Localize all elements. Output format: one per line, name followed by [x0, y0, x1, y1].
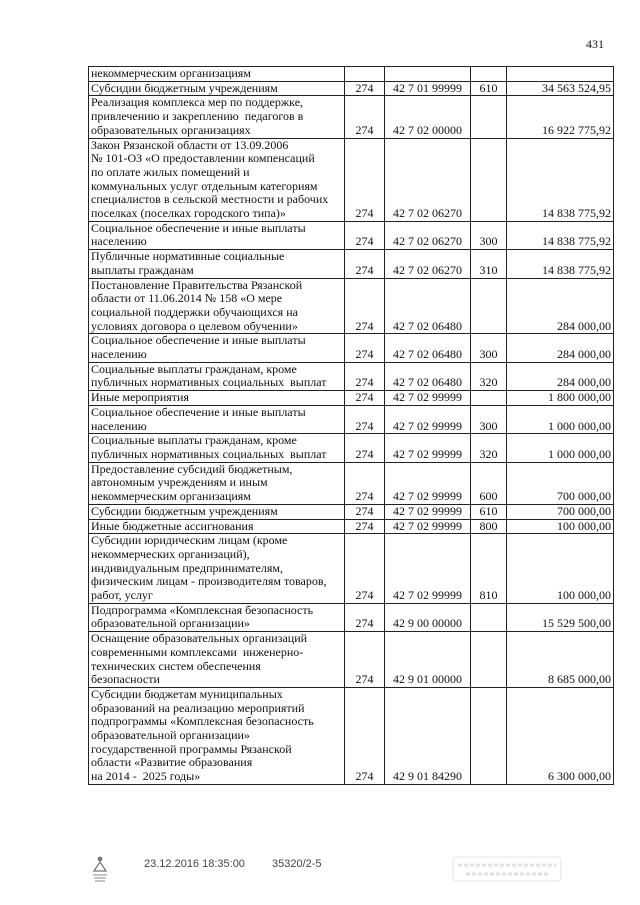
amount-cell: 34 563 524,95: [507, 81, 614, 96]
target-article-cell: 42 7 02 99999: [385, 534, 471, 604]
target-article-cell: 42 7 02 99999: [385, 434, 471, 462]
amount-cell: 700 000,00: [507, 504, 614, 519]
expense-type-cell: 810: [471, 534, 507, 604]
row-name-cell: Субсидии бюджетным учреждениям: [89, 504, 345, 519]
table-row: [89, 362, 614, 390]
expense-type-cell: [471, 391, 507, 406]
budget-code-cell: 274: [345, 334, 385, 362]
row-name-cell: Закон Рязанской области от 13.09.2006 № 101-ОЗ «О предоставлении компенсаций по оплате жилых помещений и коммунальных услуг отдельным категориям специалистов в сельской местности и рабочих поселках (поселках городского типа)»: [89, 138, 345, 221]
budget-code-cell: 274: [345, 632, 385, 688]
expense-type-cell: [471, 96, 507, 138]
table-row: [89, 603, 614, 631]
row-name-cell: Социальное обеспечение и иные выплаты населению: [89, 405, 345, 433]
budget-code-cell: 274: [345, 138, 385, 221]
target-article-cell: 42 7 02 06480: [385, 362, 471, 390]
emblem-icon: [91, 853, 109, 883]
table-row: [89, 96, 614, 138]
target-article-cell: [385, 67, 471, 82]
budget-code-cell: 274: [345, 96, 385, 138]
expense-type-cell: 320: [471, 362, 507, 390]
row-name-cell: Социальные выплаты гражданам, кроме публичных нормативных социальных выплат: [89, 434, 345, 462]
budget-code-cell: 274: [345, 221, 385, 249]
amount-cell: 14 838 775,92: [507, 250, 614, 278]
table-row: [89, 519, 614, 534]
row-name-cell: Субсидии бюджетным учреждениям: [89, 81, 345, 96]
budget-code-cell: 274: [345, 81, 385, 96]
target-article-cell: 42 7 02 99999: [385, 504, 471, 519]
target-article-cell: 42 7 02 06270: [385, 221, 471, 249]
target-article-cell: 42 7 02 99999: [385, 391, 471, 406]
table-row: [89, 687, 614, 784]
table-row: [89, 405, 614, 433]
budget-code-cell: 274: [345, 362, 385, 390]
target-article-cell: 42 9 00 00000: [385, 603, 471, 631]
row-name-cell: Субсидии бюджетам муниципальных образований на реализацию мероприятий подпрограммы «Комплексная безопасность образовательной организации» государственной программы Рязанской области «Развитие образования на 2014 - 2025 годы»: [89, 687, 345, 784]
expense-type-cell: 300: [471, 334, 507, 362]
footer-document-code: 35320/2-5: [272, 858, 322, 870]
target-article-cell: 42 9 01 84290: [385, 687, 471, 784]
target-article-cell: 42 7 02 00000: [385, 96, 471, 138]
amount-cell: 284 000,00: [507, 334, 614, 362]
expense-type-cell: [471, 138, 507, 221]
amount-cell: 100 000,00: [507, 519, 614, 534]
expense-type-cell: [471, 687, 507, 784]
budget-code-cell: 274: [345, 462, 385, 504]
target-article-cell: 42 7 02 99999: [385, 462, 471, 504]
amount-cell: 8 685 000,00: [507, 632, 614, 688]
expense-type-cell: [471, 603, 507, 631]
expense-type-cell: 600: [471, 462, 507, 504]
table-row: [89, 278, 614, 334]
budget-code-cell: 274: [345, 603, 385, 631]
amount-cell: 1 000 000,00: [507, 434, 614, 462]
row-name-cell: Социальное обеспечение и иные выплаты населению: [89, 221, 345, 249]
row-name-cell: Оснащение образовательных организаций современными комплексами инженерно- технических систем обеспечения безопасности: [89, 632, 345, 688]
expense-type-cell: [471, 278, 507, 334]
budget-code-cell: 274: [345, 504, 385, 519]
footer-timestamp: 23.12.2016 18:35:00: [144, 858, 245, 870]
amount-cell: 284 000,00: [507, 278, 614, 334]
budget-code-cell: 274: [345, 405, 385, 433]
table-row: [89, 334, 614, 362]
page-number: 431: [586, 37, 604, 51]
row-name-cell: Иные бюджетные ассигнования: [89, 519, 345, 534]
table-row: [89, 250, 614, 278]
amount-cell: 14 838 775,92: [507, 138, 614, 221]
table-row: [89, 138, 614, 221]
amount-cell: 1 000 000,00: [507, 405, 614, 433]
budget-table: [88, 66, 614, 785]
table-row: [89, 67, 614, 82]
row-name-cell: Субсидии юридическим лицам (кроме некоммерческих организаций), индивидуальным предпринимателям, физическим лицам - производителям товаров, работ, услуг: [89, 534, 345, 604]
expense-type-cell: [471, 67, 507, 82]
amount-cell: 700 000,00: [507, 462, 614, 504]
row-name-cell: Социальные выплаты гражданам, кроме публичных нормативных социальных выплат: [89, 362, 345, 390]
table-row: [89, 221, 614, 249]
budget-code-cell: 274: [345, 434, 385, 462]
budget-table-body: [89, 67, 614, 785]
budget-code-cell: 274: [345, 687, 385, 784]
amount-cell: 1 800 000,00: [507, 391, 614, 406]
expense-type-cell: 610: [471, 504, 507, 519]
target-article-cell: 42 7 02 06270: [385, 250, 471, 278]
table-row: [89, 434, 614, 462]
row-name-cell: Предоставление субсидий бюджетным, автономным учреждениям и иным некоммерческим организациям: [89, 462, 345, 504]
row-name-cell: некоммерческим организациям: [89, 67, 345, 82]
expense-type-cell: 310: [471, 250, 507, 278]
table-row: [89, 81, 614, 96]
target-article-cell: 42 7 02 06270: [385, 138, 471, 221]
target-article-cell: 42 7 02 99999: [385, 405, 471, 433]
row-name-cell: Иные мероприятия: [89, 391, 345, 406]
amount-cell: 14 838 775,92: [507, 221, 614, 249]
amount-cell: 284 000,00: [507, 362, 614, 390]
budget-code-cell: 274: [345, 519, 385, 534]
expense-type-cell: 800: [471, 519, 507, 534]
watermark-stamp-icon: [452, 856, 562, 882]
target-article-cell: 42 7 02 99999: [385, 519, 471, 534]
expense-type-cell: 300: [471, 405, 507, 433]
expense-type-cell: 320: [471, 434, 507, 462]
target-article-cell: 42 7 02 06480: [385, 278, 471, 334]
row-name-cell: Реализация комплекса мер по поддержке, привлечению и закреплению педагогов в образовательных организациях: [89, 96, 345, 138]
amount-cell: 6 300 000,00: [507, 687, 614, 784]
row-name-cell: Постановление Правительства Рязанской области от 11.06.2014 № 158 «О мере социальной поддержки обучающихся на условиях договора о целевом обучении»: [89, 278, 345, 334]
amount-cell: 15 529 500,00: [507, 603, 614, 631]
budget-code-cell: 274: [345, 250, 385, 278]
row-name-cell: Социальное обеспечение и иные выплаты населению: [89, 334, 345, 362]
table-row: [89, 504, 614, 519]
amount-cell: 16 922 775,92: [507, 96, 614, 138]
expense-type-cell: 610: [471, 81, 507, 96]
table-row: [89, 632, 614, 688]
row-name-cell: Публичные нормативные социальные выплаты гражданам: [89, 250, 345, 278]
budget-code-cell: 274: [345, 534, 385, 604]
budget-code-cell: 274: [345, 391, 385, 406]
target-article-cell: 42 7 01 99999: [385, 81, 471, 96]
target-article-cell: 42 7 02 06480: [385, 334, 471, 362]
budget-code-cell: [345, 67, 385, 82]
table-row: [89, 391, 614, 406]
amount-cell: [507, 67, 614, 82]
row-name-cell: Подпрограмма «Комплексная безопасность образовательной организации»: [89, 603, 345, 631]
table-row: [89, 462, 614, 504]
table-row: [89, 534, 614, 604]
target-article-cell: 42 9 01 00000: [385, 632, 471, 688]
amount-cell: 100 000,00: [507, 534, 614, 604]
expense-type-cell: 300: [471, 221, 507, 249]
budget-code-cell: 274: [345, 278, 385, 334]
expense-type-cell: [471, 632, 507, 688]
